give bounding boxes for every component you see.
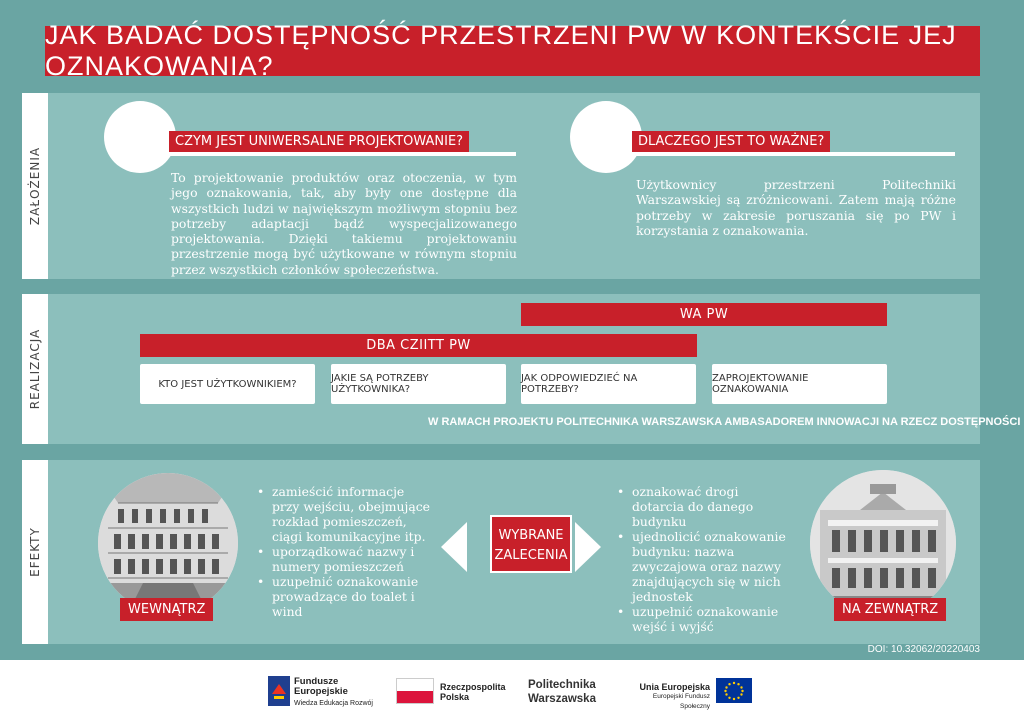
rp-name: Rzeczpospolita Polska (440, 682, 506, 702)
eu-flag-icon (716, 678, 752, 703)
project-note: W RAMACH PROJEKTU POLITECHNIKA WARSZAWSKA AMBASADOREM INNOWACJI NA RZECZ DOSTĘPNOŚCI (428, 416, 1021, 428)
list-item: • ujednolicić oznakowanie budynku: nazwa zwyczajowa oraz nazwy znajdujących się w nich jednostek (614, 529, 794, 604)
section-label-zalozenia: ZAŁOŻENIA (22, 93, 48, 279)
section-realizacja (22, 294, 1021, 444)
heading-universal-design: CZYM JEST UNIWERSALNE PROJEKTOWANIE? (169, 131, 469, 152)
doi-text: DOI: 10.32062/20220403 (867, 644, 980, 655)
list-item: • uzupełnić oznakowanie wejść i wyjść (614, 604, 794, 634)
inside-recommendations (254, 484, 434, 619)
decor-circle-left (104, 101, 176, 173)
section-efekty (22, 460, 980, 644)
step-design-signage: ZAPROJEKTOWANIE OZNAKOWANIA (712, 364, 887, 404)
bar-dba-cziitt: DBA CZIITT PW (140, 334, 697, 357)
pw-name: Politechnika Warszawska (528, 679, 596, 705)
polish-flag-icon (396, 678, 434, 704)
list-item: • uporządkować nazwy i numery pomieszczeń (254, 544, 434, 574)
fe-name: Fundusze Europejskie (294, 676, 348, 697)
bar-wa-pw: WA PW (521, 303, 887, 326)
fe-tagline: Wiedza Edukacja Rozwój (294, 700, 373, 707)
universal-design-text: To projektowanie produktów oraz otoczenia, w tym jego oznakowania, tak, aby były one dostępne dla wszystkich ludzi w największym możliwym stopniu bez potrzeby adaptacji bądź wyspecjalizowanego projektowania. Dzięki takiemu projektowaniu przestrzenie mogą być użytkowane w równym stopniu przez wszystkich członków społeczeństwa. (171, 170, 517, 277)
why-important-text: Użytkownicy przestrzeni Politechniki Warszawskiej są zróżnicowani. Zatem mają różne potrzeby w zakresie poruszania się po PW i korzystania z oznakowania. (636, 177, 956, 238)
outside-recommendations (614, 484, 794, 634)
step-respond-to-needs: JAK ODPOWIEDZIEĆ NA POTRZEBY? (521, 364, 696, 404)
page-title: JAK BADAĆ DOSTĘPNOŚĆ PRZESTRZENI PW W KONTEKŚCIE JEJ OZNAKOWANIA? (45, 26, 980, 76)
arrow-left-icon (441, 522, 467, 572)
list-item: • uzupełnić oznakowanie prowadzące do toalet i wind (254, 574, 434, 619)
step-who-is-user: KTO JEST UŻYTKOWNIKIEM? (140, 364, 315, 404)
fundusze-europejskie-logo-icon (268, 676, 290, 706)
section-zalozenia (22, 93, 980, 279)
section-label-realizacja: REALIZACJA (22, 294, 48, 444)
step-user-needs: JAKIE SĄ POTRZEBY UŻYTKOWNIKA? (331, 364, 506, 404)
exterior-photo (810, 470, 956, 616)
interior-photo (98, 473, 238, 613)
section-label-efekty: EFEKTY (22, 460, 48, 644)
footer-logos (0, 660, 1024, 724)
heading-why-important: DLACZEGO JEST TO WAŻNE? (632, 131, 830, 152)
heading-line-right (606, 152, 955, 156)
selected-recommendations-box: WYBRANE ZALECENIA (490, 515, 572, 573)
list-item: • oznakować drogi dotarcia do danego budynku (614, 484, 794, 529)
heading-line-left (140, 152, 516, 156)
arrow-right-icon (575, 522, 601, 572)
label-outside: NA ZEWNĄTRZ (834, 598, 946, 621)
ue-name: Unia Europejska Europejski Fundusz Społeczny (639, 682, 710, 710)
list-item: • zamieścić informacje przy wejściu, obejmujące rozkład pomieszczeń, ciągi komunikacyjne itp. (254, 484, 434, 544)
label-inside: WEWNĄTRZ (120, 598, 213, 621)
